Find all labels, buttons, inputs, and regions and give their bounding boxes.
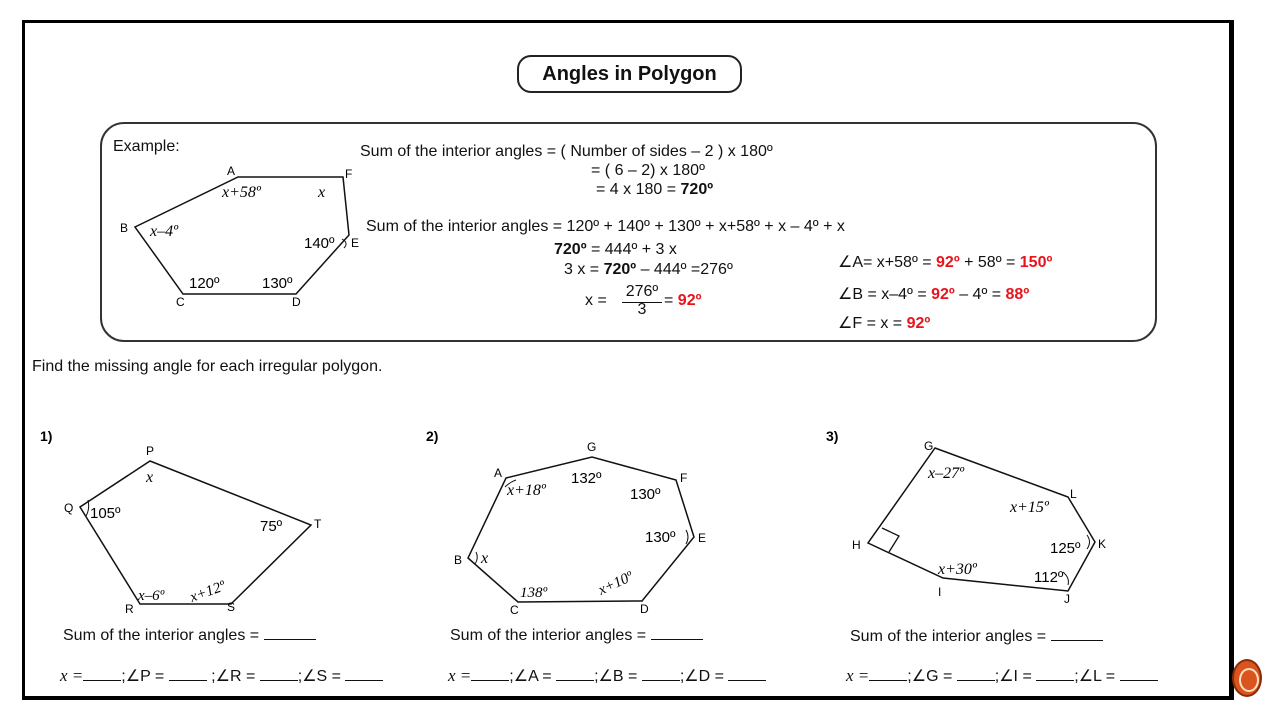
- problem-3-l-blank[interactable]: [1120, 666, 1158, 681]
- p3-right-angle-mark: [882, 528, 899, 552]
- angle-label-a: x+58º: [222, 184, 261, 201]
- p2-vertex-e: E: [698, 531, 707, 545]
- p3-vertex-i: I: [938, 585, 942, 599]
- fraction-numerator: 276º: [625, 283, 659, 300]
- angle-label-c: 120º: [189, 275, 220, 292]
- p1-angle-p: x: [146, 469, 154, 486]
- example-label: Example:: [113, 138, 180, 155]
- formula-line-1: Sum of the interior angles = ( Number of sides – 2 ) x 180º: [360, 143, 773, 160]
- problem-1-p-blank[interactable]: [169, 666, 207, 681]
- problem-2-x-blank[interactable]: [471, 666, 509, 681]
- problem-1-number: 1): [40, 428, 53, 444]
- p3-vertex-l: L: [1070, 487, 1077, 501]
- angle-label-f: x: [318, 184, 326, 201]
- equation-step-1: 720º = 444º + 3 x: [554, 241, 677, 258]
- problem-2-answer-row: x = ;∠A = ;∠B = ;∠D =: [448, 666, 766, 686]
- p2-angle-b: x: [481, 550, 489, 567]
- instruction-text: Find the missing angle for each irregular polygon.: [32, 358, 383, 375]
- fraction-denominator: 3: [637, 301, 647, 318]
- problem-2-b-blank[interactable]: [642, 666, 680, 681]
- vertex-label-b: B: [120, 221, 129, 235]
- equation-step-2: 3 x = 720º – 444º =276º: [564, 261, 733, 278]
- formula-line-3: = 4 x 180 = 720º: [596, 181, 714, 198]
- problem-3-x-blank[interactable]: [869, 666, 907, 681]
- vertex-label-d: D: [292, 295, 301, 309]
- problem-1-x-blank[interactable]: [83, 666, 121, 681]
- p2-vertex-a: A: [494, 466, 503, 480]
- problem-1-s-blank[interactable]: [345, 666, 383, 681]
- p2-arc-b: [475, 552, 477, 564]
- page-title: Angles in Polygon: [517, 55, 742, 93]
- problem-2-number: 2): [426, 428, 439, 444]
- p2-vertex-f: F: [680, 471, 688, 485]
- problem-3-sum-blank[interactable]: [1051, 626, 1103, 641]
- problem-3-number: 3): [826, 428, 839, 444]
- problem-1-answer-row: x = ;∠P = ;∠R = ;∠S =: [60, 666, 383, 686]
- formula-line-2: = ( 6 – 2) x 180º: [591, 162, 705, 179]
- vertex-label-c: C: [176, 295, 185, 309]
- p3-vertex-h: H: [852, 538, 861, 552]
- problem-1-sum-line: Sum of the interior angles =: [63, 625, 316, 645]
- p2-angle-g: 132º: [571, 470, 602, 487]
- p3-angle-k: 125º: [1050, 540, 1081, 557]
- p1-vertex-q: Q: [64, 501, 74, 515]
- p2-vertex-g: G: [587, 440, 597, 454]
- p2-vertex-c: C: [510, 603, 519, 617]
- p1-angle-t: 75º: [260, 518, 283, 535]
- problem-3-i-blank[interactable]: [1036, 666, 1074, 681]
- problem-1-r-blank[interactable]: [260, 666, 298, 681]
- angle-label-b: x–4º: [150, 223, 179, 240]
- vertex-label-e: E: [351, 236, 360, 250]
- p3-angle-j: 112º: [1034, 569, 1064, 586]
- problem-3-answer-row: x = ;∠G = ;∠I = ;∠L =: [846, 666, 1158, 686]
- angle-a-result: ∠A= x+58º = 92º + 58º = 150º: [838, 254, 1053, 271]
- p2-angle-a: x+18º: [507, 482, 546, 499]
- p2-arc-e: [686, 530, 688, 544]
- logo-icon: [1232, 659, 1262, 697]
- p3-angle-l: x+15º: [1010, 499, 1049, 516]
- p1-angle-r: x–6º: [138, 588, 165, 604]
- p2-vertex-b: B: [454, 553, 463, 567]
- p3-angle-g: x–27º: [928, 465, 965, 482]
- vertex-label-a: A: [227, 164, 236, 178]
- p1-vertex-p: P: [146, 444, 155, 458]
- p2-angle-e: 130º: [645, 529, 676, 546]
- problem-2-sum-blank[interactable]: [651, 625, 703, 640]
- p1-vertex-r: R: [125, 602, 134, 616]
- p2-angle-d: x+10º: [595, 568, 636, 599]
- angle-label-e: 140º: [304, 235, 335, 252]
- problem-3-g-blank[interactable]: [957, 666, 995, 681]
- p1-vertex-s: S: [227, 600, 236, 614]
- angle-b-result: ∠B = x–4º = 92º – 4º = 88º: [838, 286, 1030, 303]
- p2-vertex-d: D: [640, 602, 649, 616]
- p3-vertex-j: J: [1064, 592, 1070, 606]
- problem-3-sum-line: Sum of the interior angles =: [850, 626, 1103, 646]
- problem-2-d-blank[interactable]: [728, 666, 766, 681]
- problem-1-sum-blank[interactable]: [264, 625, 316, 640]
- angle-label-d: 130º: [262, 275, 293, 292]
- p2-angle-c: 138º: [520, 585, 548, 601]
- angle-f-result: ∠F = x = 92º: [838, 315, 931, 332]
- p2-angle-f: 130º: [630, 486, 661, 503]
- vertex-label-f: F: [345, 167, 353, 181]
- problem-2-sum-line: Sum of the interior angles =: [450, 625, 703, 645]
- p3-arc-j: [1063, 572, 1068, 585]
- p3-angle-i: x+30º: [938, 561, 977, 578]
- p3-vertex-k: K: [1098, 537, 1107, 551]
- p3-vertex-g: G: [924, 439, 934, 453]
- problem-2-a-blank[interactable]: [556, 666, 594, 681]
- p1-vertex-t: T: [314, 517, 322, 531]
- p3-arc-k: [1087, 535, 1090, 549]
- sum-equation: Sum of the interior angles = 120º + 140º + 130º + x+58º + x – 4º + x: [366, 218, 845, 235]
- p1-angle-s: x+12º: [187, 578, 228, 606]
- equation-step-3-lead: x =: [585, 292, 607, 309]
- p1-angle-q: 105º: [90, 505, 121, 522]
- equation-step-3-result: = 92º: [664, 292, 702, 309]
